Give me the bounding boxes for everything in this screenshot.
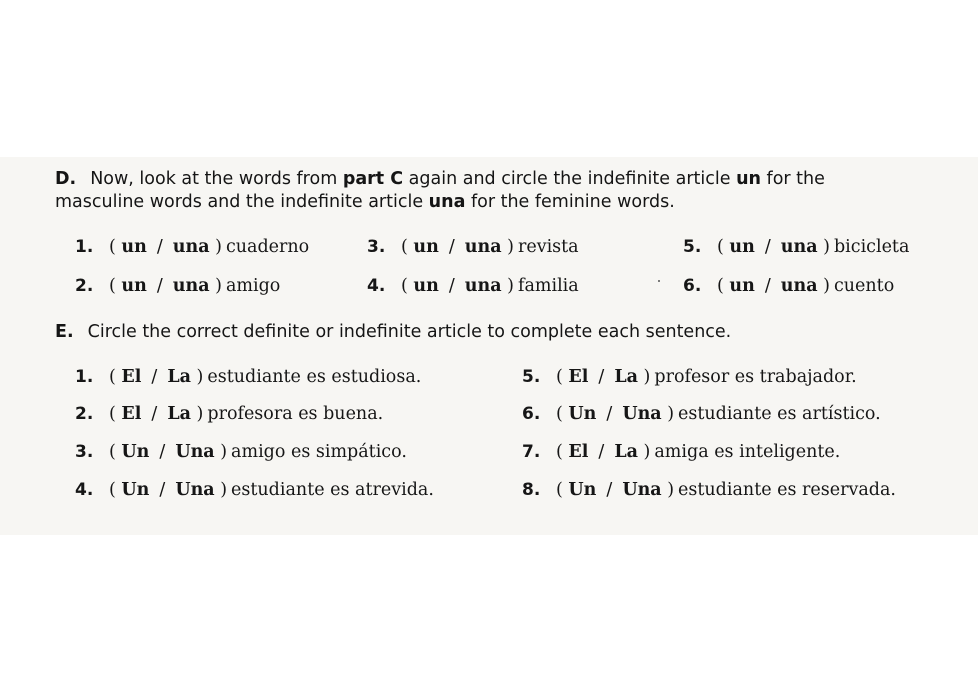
choice-una[interactable]: una	[780, 276, 818, 296]
choice-un[interactable]: un	[413, 237, 439, 257]
choice-la[interactable]: La	[167, 404, 191, 424]
d-item-1: 1. ( un / una ) cuaderno	[75, 237, 310, 257]
section-d-letter: D.	[55, 169, 77, 189]
choice-una[interactable]: una	[172, 276, 210, 296]
choice-un[interactable]: Un	[568, 404, 597, 424]
d-item-6: 6. ( un / una ) cuento	[683, 276, 895, 296]
e-item-6: 6. ( Un / Una ) estudiante es artístico.	[522, 404, 881, 424]
choice-el[interactable]: El	[121, 367, 142, 387]
e-item-8: 8. ( Un / Una ) estudiante es reservada.	[522, 480, 896, 500]
choice-la[interactable]: La	[167, 367, 191, 387]
e-item-5: 5. ( El / La ) profesor es trabajador.	[522, 367, 857, 387]
choice-un[interactable]: un	[121, 237, 147, 257]
choice-una[interactable]: Una	[622, 480, 662, 500]
choice-una[interactable]: una	[464, 276, 502, 296]
choice-el[interactable]: El	[568, 442, 589, 462]
section-d-instructions: D. Now, look at the words from part C again and circle the indefinite article un for the masculine words and the indefinite article una for the feminine words.	[55, 169, 825, 212]
choice-un[interactable]: Un	[121, 480, 150, 500]
e-item-7: 7. ( El / La ) amiga es inteligente.	[522, 442, 841, 462]
choice-un[interactable]: un	[121, 276, 147, 296]
choice-un[interactable]: Un	[568, 480, 597, 500]
choice-una[interactable]: Una	[175, 480, 215, 500]
choice-una[interactable]: una	[172, 237, 210, 257]
d-item-4: 4. ( un / una ) familia	[367, 276, 579, 296]
choice-un[interactable]: un	[729, 237, 755, 257]
choice-el[interactable]: El	[568, 367, 589, 387]
choice-una[interactable]: una	[780, 237, 818, 257]
e-item-1: 1. ( El / La ) estudiante es estudiosa.	[75, 367, 422, 387]
d-item-5: 5. ( un / una ) bicicleta	[683, 237, 910, 257]
choice-una[interactable]: Una	[622, 404, 662, 424]
choice-un[interactable]: un	[729, 276, 755, 296]
section-e-letter: E.	[55, 322, 74, 342]
choice-una[interactable]: Una	[175, 442, 215, 462]
speck	[658, 280, 660, 282]
choice-una[interactable]: una	[464, 237, 502, 257]
choice-el[interactable]: El	[121, 404, 142, 424]
d-item-2: 2. ( un / una ) amigo	[75, 276, 281, 296]
e-item-4: 4. ( Un / Una ) estudiante es atrevida.	[75, 480, 434, 500]
d-item-3: 3. ( un / una ) revista	[367, 237, 579, 257]
choice-la[interactable]: La	[614, 367, 638, 387]
choice-un[interactable]: Un	[121, 442, 150, 462]
choice-la[interactable]: La	[614, 442, 638, 462]
section-e-instructions: E. Circle the correct definite or indefinite article to complete each sentence.	[55, 322, 732, 342]
choice-un[interactable]: un	[413, 276, 439, 296]
e-item-2: 2. ( El / La ) profesora es buena.	[75, 404, 384, 424]
e-item-3: 3. ( Un / Una ) amigo es simpático.	[75, 442, 407, 462]
